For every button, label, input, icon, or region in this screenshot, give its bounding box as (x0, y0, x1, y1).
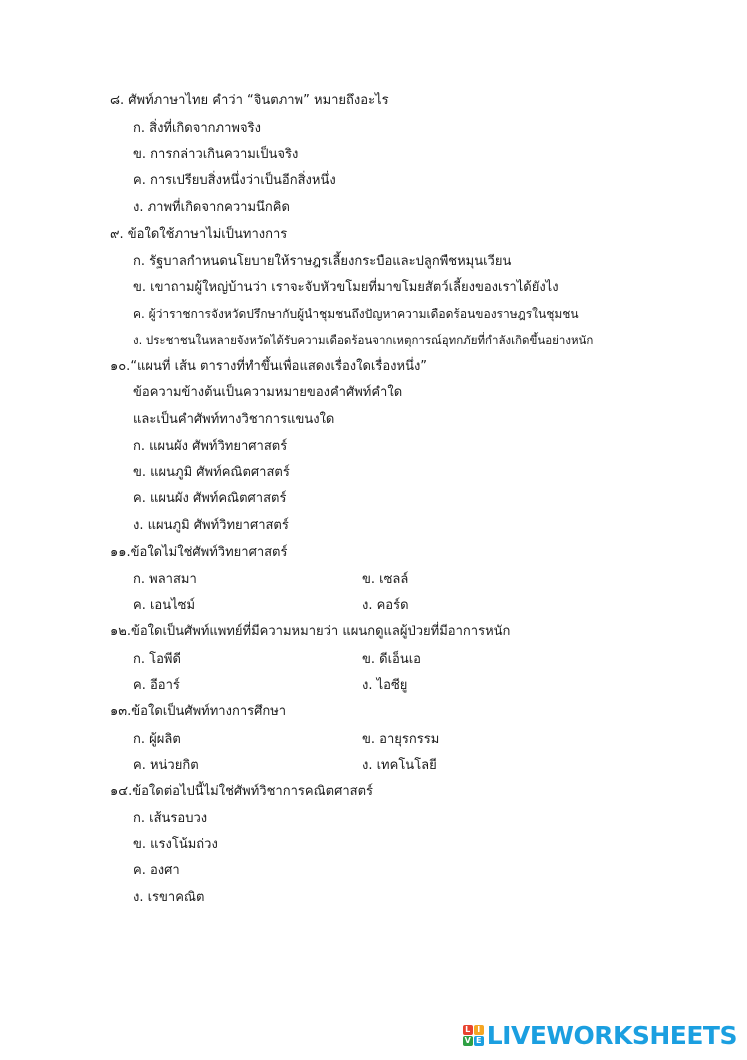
question-10-option-a[interactable]: ก. แผนผัง ศัพท์วิทยาศาสตร์ (133, 439, 288, 454)
question-13-option-b[interactable]: ข. อายุรกรรม (362, 732, 440, 747)
liveworksheets-logo (463, 1020, 737, 1050)
question-8-option-a[interactable]: ก. สิ่งที่เกิดจากภาพจริง (133, 121, 261, 136)
question-14-stem: ๑๔.ข้อใดต่อไปนี้ไม่ใช่ศัพท์วิชาการคณิตศาสตร์ (110, 784, 373, 799)
logo-letter-v: V (464, 1035, 471, 1045)
question-12-option-a[interactable]: ก. โอพีดี (133, 652, 181, 667)
logo-letter-l: L (463, 1025, 473, 1035)
question-11-option-c[interactable]: ค. เอนไซม์ (133, 598, 196, 613)
question-11-stem: ๑๑.ข้อใดไม่ใช่ศัพท์วิทยาศาสตร์ (110, 545, 288, 560)
liveworksheets-wordmark: LIVEWORKSHEETS (486, 1020, 737, 1050)
liveworksheets-mark-icon (463, 1025, 484, 1046)
question-11-option-d[interactable]: ง. คอร์ด (362, 598, 409, 613)
question-14-option-d[interactable]: ง. เรขาคณิต (133, 890, 205, 905)
question-10-stem-line-2: ข้อความข้างต้นเป็นความหมายของคำศัพท์คำใด (133, 385, 403, 400)
question-9-option-a[interactable]: ก. รัฐบาลกำหนดนโยบายให้ราษฎรเลี้ยงกระบือและปลูกพืชหมุนเวียน (133, 254, 512, 269)
question-9-stem: ๙. ข้อใดใช้ภาษาไม่เป็นทางการ (110, 227, 288, 242)
question-14-option-a[interactable]: ก. เส้นรอบวง (133, 811, 208, 826)
question-10-stem-line-3: และเป็นคำศัพท์ทางวิชาการแขนงใด (133, 412, 335, 427)
question-8-stem: ๘. ศัพท์ภาษาไทย คำว่า “จินตภาพ” หมายถึงอะไร (110, 93, 389, 108)
question-12-option-b[interactable]: ข. ดีเอ็นเอ (362, 652, 421, 667)
logo-letter-i: I (474, 1025, 484, 1035)
question-12-option-c[interactable]: ค. อีอาร์ (133, 678, 180, 693)
question-12-stem: ๑๒.ข้อใดเป็นศัพท์แพทย์ที่มีความหมายว่า แผนกดูแลผู้ป่วยที่มีอาการหนัก (110, 624, 511, 639)
question-10-stem: ๑๐.“แผนที่ เส้น ตารางที่ทำขึ้นเพื่อแสดงเรื่องใดเรื่องหนึ่ง” (110, 359, 428, 374)
question-11-option-a[interactable]: ก. พลาสมา (133, 572, 197, 587)
question-13-option-c[interactable]: ค. หน่วยกิต (133, 758, 199, 773)
question-13-option-a[interactable]: ก. ผู้ผลิต (133, 732, 181, 747)
question-9-option-b[interactable]: ข. เขาถามผู้ใหญ่บ้านว่า เราจะจับหัวขโมยที่มาขโมยสัตว์เลี้ยงของเราได้ยังไง (133, 280, 559, 295)
question-9-option-d[interactable]: ง. ประชาชนในหลายจังหวัดได้รับความเดือดร้อนจากเหตุการณ์อุทกภัยที่กำลังเกิดขึ้นอย่างหนัก (133, 333, 594, 347)
question-13-option-d[interactable]: ง. เทคโนโลยี (362, 758, 437, 773)
question-8-option-d[interactable]: ง. ภาพที่เกิดจากความนึกคิด (133, 200, 290, 215)
question-13-stem: ๑๓.ข้อใดเป็นศัพท์ทางการศึกษา (110, 704, 287, 719)
question-10-option-d[interactable]: ง. แผนภูมิ ศัพท์วิทยาศาสตร์ (133, 518, 289, 533)
question-9-option-c[interactable]: ค. ผู้ว่าราชการจังหวัดปรึกษากับผู้นำชุมชนถึงปัญหาความเดือดร้อนของราษฎรในชุมชน (133, 307, 579, 321)
logo-letter-e: E (474, 1036, 484, 1046)
question-14-option-b[interactable]: ข. แรงโน้มถ่วง (133, 837, 218, 852)
question-8-option-c[interactable]: ค. การเปรียบสิ่งหนึ่งว่าเป็นอีกสิ่งหนึ่ง (133, 173, 336, 188)
question-12-option-d[interactable]: ง. ไอซียู (362, 678, 408, 693)
question-11-option-b[interactable]: ข. เซลล์ (362, 572, 409, 587)
question-10-option-c[interactable]: ค. แผนผัง ศัพท์คณิตศาสตร์ (133, 491, 287, 506)
question-10-option-b[interactable]: ข. แผนภูมิ ศัพท์คณิตศาสตร์ (133, 465, 290, 480)
question-14-option-c[interactable]: ค. องศา (133, 863, 180, 878)
question-8-option-b[interactable]: ข. การกล่าวเกินความเป็นจริง (133, 147, 299, 162)
